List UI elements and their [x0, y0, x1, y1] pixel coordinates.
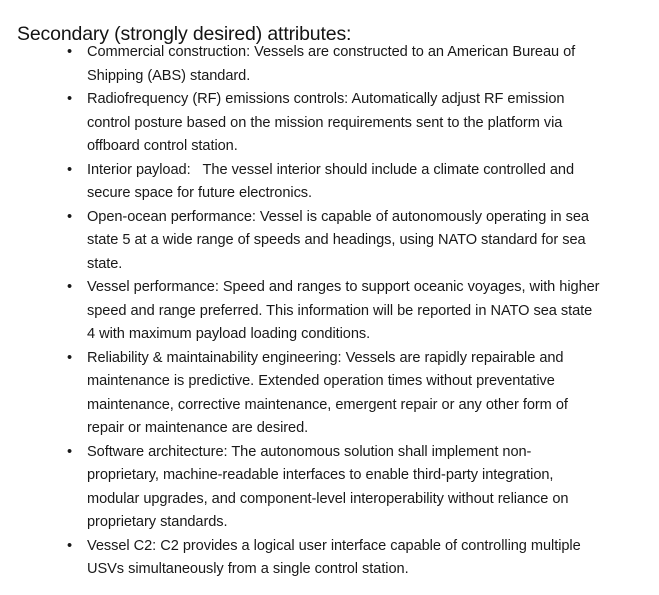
list-item: [0, 535, 659, 582]
bullet-point-icon: •: [67, 279, 73, 295]
list-item: [0, 441, 659, 535]
bullet-point-icon: •: [67, 443, 73, 460]
list-item-text-rf-emissions-controls: Radiofrequency (RF) emissions controls: Automatically adjust RF emission control posture based on the mission requirements sent to the platform via offboard control station.: [87, 91, 569, 154]
bullet-point-icon: •: [67, 537, 73, 554]
list-item: [0, 159, 659, 206]
list-item: [0, 88, 659, 159]
list-item: [0, 347, 659, 441]
list-item-text-software-architecture: Software architecture: The autonomous solution shall implement non-proprietary, machine-readable interfaces to enable third-party integration, modular upgrades, and component-level interoperability without reliance on proprietary standards.: [87, 443, 573, 530]
list-item: [0, 41, 659, 88]
list-item-text-commercial-construction: Commercial construction: Vessels are constructed to an American Bureau of Shipping (ABS) standard.: [87, 44, 580, 84]
bullet-point-icon: •: [67, 44, 73, 60]
bullet-point-icon: •: [67, 349, 73, 366]
list-item-text-reliability-maintainability-engineering: Reliability & maintainability engineering: Vessels are rapidly repairable and maintenance is predictive. Extended operation times without preventative maintenance, corrective maintenance, emergent repair or any other form of repair or maintenance are desired.: [87, 349, 572, 436]
secondary-attributes-list: [0, 41, 659, 582]
list-item-text-interior-payload: Interior payload: The vessel interior should include a climate controlled and secure space for future electronics.: [87, 161, 579, 201]
list-item-text-open-ocean-performance: Open-ocean performance: Vessel is capable of autonomously operating in sea state 5 at a wide range of speeds and headings, using NATO standard for sea state.: [87, 208, 594, 272]
list-item: [0, 206, 659, 277]
bullet-point-icon: •: [67, 161, 73, 178]
list-item: [0, 276, 659, 347]
bullet-point-icon: •: [67, 91, 73, 107]
list-item-text-vessel-c2: Vessel C2: C2 provides a logical user interface capable of controlling multiple USVs simultaneously from a single control station.: [87, 537, 585, 577]
list-item-text-vessel-performance: Vessel performance: Speed and ranges to support oceanic voyages, with higher speed and range preferred. This information will be reported in NATO sea state 4 with maximum payload loading conditions.: [87, 279, 604, 342]
bullet-point-icon: •: [67, 208, 73, 225]
page-title: Secondary (strongly desired) attributes:: [17, 23, 352, 46]
